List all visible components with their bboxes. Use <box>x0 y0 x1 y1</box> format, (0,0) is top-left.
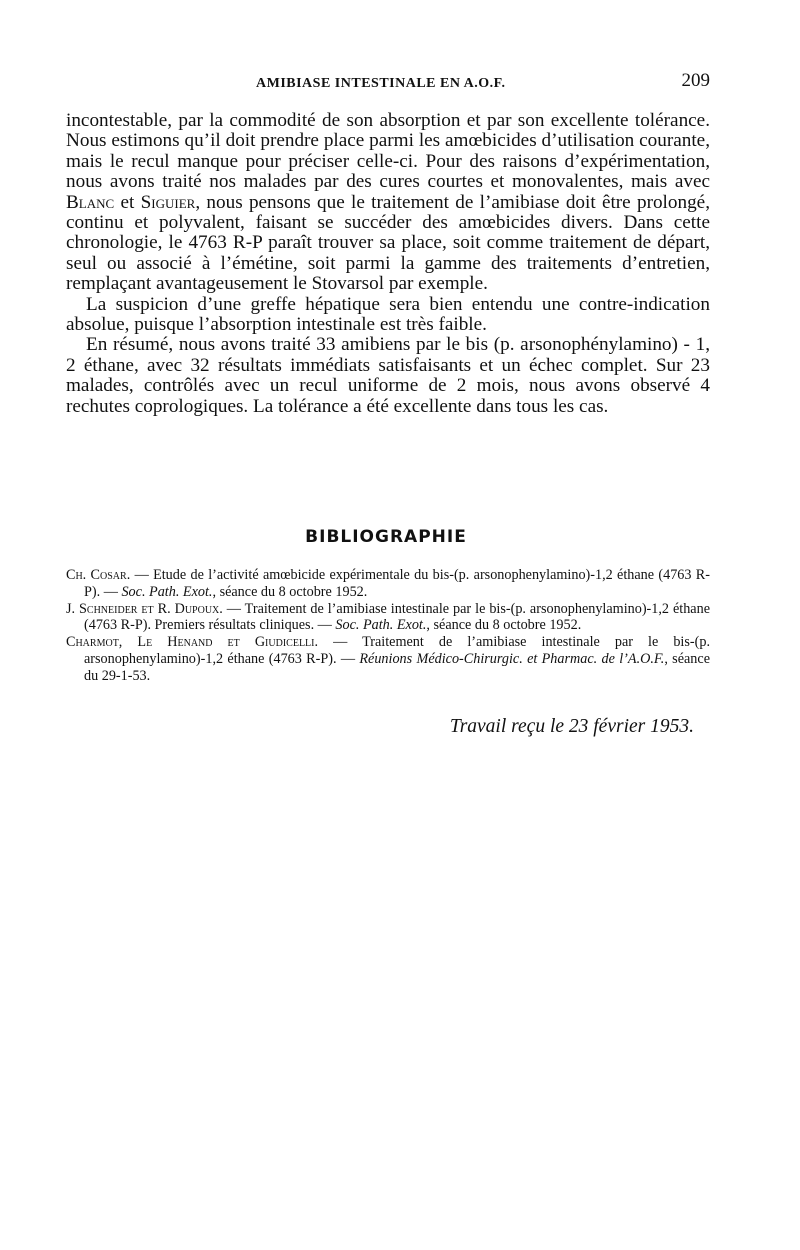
reference-session: , séance du 29-1-53. <box>84 650 710 684</box>
paragraph-1-conjunction: et <box>114 191 141 213</box>
reference-authors: Ch. Cosar. <box>66 567 131 583</box>
paragraph-2: La suspicion d’une greffe hépatique sera bien entendu une contre-indication absolue, puisque l’absorption intestinale est très faible. <box>66 293 710 336</box>
article-body <box>66 111 710 417</box>
author-blanc: Blanc <box>66 191 115 213</box>
page-header <box>66 70 710 94</box>
reference-item <box>66 601 710 635</box>
paragraph-1-part-b: , nous pensons que le traitement de l’amibiase doit être prolongé, continu et polyvalent, faisant se succéder des amœbicides divers. Dans cette chronologie, le 4763 R-P paraît trouver sa place, soit comme traitement de départ, seul ou associé à l’émétine, soit parmi la gamme des traitements d’entretien, remplaçant avantageusement le Stovarsol par exemple. <box>66 191 710 295</box>
bibliography-heading: BIBLIOGRAPHIE <box>305 527 467 547</box>
reference-session: , séance du 8 octobre 1952. <box>426 617 582 634</box>
reference-journal: Soc. Path. Exot. <box>121 583 213 600</box>
reference-authors: J. Schneider et R. Dupoux. <box>66 600 223 617</box>
reference-session: , séance du 8 octobre 1952. <box>212 583 368 600</box>
reference-item <box>66 634 710 684</box>
paragraph-1 <box>66 111 710 295</box>
running-title: AMIBIASE INTESTINALE EN A.O.F. <box>256 76 506 91</box>
reference-journal: Réunions Médico-Chirurgic. et Pharmac. de l’A.O.F. <box>359 650 665 667</box>
reference-text: — Traitement de l’amibiase intestinale par le bis-(p. arsonophenylamino)-1,2 éthane (4763 R-P). Premiers résultats cliniques. — <box>84 600 710 634</box>
paragraph-3: En résumé, nous avons traité 33 amibiens par le bis (p. arsonophénylamino) - 1, 2 éthane, avec 32 résultats immédiats satisfaisants et un échec complet. Sur 23 malades, contrôlés avec un recul uniforme de 2 mois, nous avons observé 4 rechutes coprologiques. La tolérance a été excellente dans tous les cas. <box>66 334 710 417</box>
received-date-note: Travail reçu le 23 février 1953. <box>449 716 694 737</box>
page-number: 209 <box>681 70 710 91</box>
reference-journal: Soc. Path. Exot. <box>335 617 427 634</box>
reference-authors: Charmot, Le Henand et Giudicelli. <box>66 634 319 651</box>
reference-text: — Etude de l’activité amœbicide expérimentale du bis-(p. arsonophenylamino)-1,2 éthane (4763 R-P). — <box>84 567 710 600</box>
reference-text: — Traitement de l’amibiase intestinale par le bis-(p. arsonophenylamino)-1,2 éthane (4763 R-P). — <box>84 634 710 667</box>
author-siguier: Siguier <box>140 191 196 213</box>
bibliography-list <box>66 567 710 685</box>
paragraph-1-part-a: incontestable, par la commodité de son absorption et par son excellente tolérance. Nous estimons qu’il doit prendre place parmi les amœbicides d’utilisation courante, mais le recul manque pour préciser celle-ci. Pour des raisons d’expérimentation, nous avons traité nos malades par des cures courtes et monovalentes, mais avec <box>66 110 710 193</box>
reference-item <box>66 567 710 601</box>
